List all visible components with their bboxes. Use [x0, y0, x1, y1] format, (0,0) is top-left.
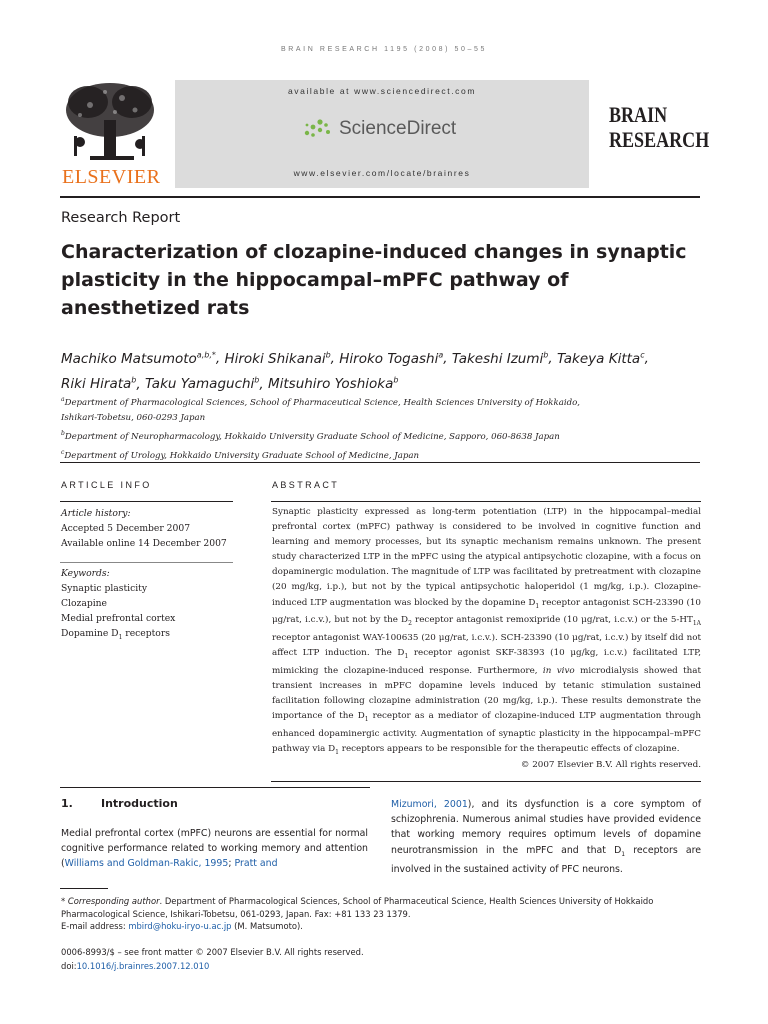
- affiliations: [61, 392, 721, 464]
- keywords-label: Keywords:: [61, 568, 110, 579]
- journal-url[interactable]: www.elsevier.com/locate/brainres: [293, 168, 471, 178]
- keyword-item: Clozapine: [61, 598, 107, 609]
- article-history: [61, 506, 236, 551]
- journal-citation-line: BRAIN RESEARCH 1195 (2008) 50–55: [280, 46, 488, 53]
- abstract-bottom-divider: [271, 781, 701, 782]
- intro-heading: [61, 797, 178, 810]
- keyword-item: Synaptic plasticity: [61, 583, 148, 594]
- history-label: Article history:: [61, 508, 131, 519]
- abstract-heading: ABSTRACT: [272, 480, 340, 490]
- journal-title-line2: RESEARCH: [609, 127, 710, 152]
- author-1: Machiko Matsumoto$^{a,b,*}$: [61, 350, 216, 367]
- sciencedirect-banner: [175, 80, 589, 188]
- elsevier-wordmark: ELSEVIER: [62, 166, 161, 188]
- keywords-divider: [60, 562, 233, 563]
- affiliation-c: $^c$Department of Urology, Hokkaido University Graduate School of Medicine, Japan: [61, 448, 420, 461]
- intro-divider: [60, 787, 370, 788]
- keyword-item: Dopamine $D_1$ receptors: [61, 628, 170, 641]
- corresponding-author-footnote: * Corresponding author. Department of Pharmacological Sciences, School of Pharmaceutical Science, Health Sciences University of Hokkaido Pharmacological Science, Ishikari-Tobetsu, 061-0293, Japan. Fax: +81 133 23 1379. E-mail address: mbird@hoku-iryo-u.ac.jp (M. Matsumoto).: [61, 896, 654, 932]
- doi-link[interactable]: 10.1016/j.brainres.2007.12.010: [76, 960, 210, 971]
- sciencedirect-logo: [303, 118, 456, 140]
- section-type: Research Report: [61, 210, 181, 226]
- online-date: Available online 14 December 2007: [61, 538, 227, 549]
- affiliation-a: $^a$Department of Pharmacological Sciences, School of Pharmaceutical Science, Health Sciences University of Hokkaido,: [61, 396, 580, 408]
- footnote-divider: [60, 888, 108, 889]
- email-link[interactable]: mbird@hoku-iryo-u.ac.jp: [128, 921, 232, 932]
- elsevier-logo: [60, 80, 160, 188]
- sciencedirect-wordmark: ScienceDirect: [339, 118, 457, 139]
- paper-title: Characterization of clozapine-induced changes in synaptic plasticity in the hippocampal–mPFC pathway of anesthetized rats: [61, 241, 687, 319]
- sciencedirect-dots-icon: [303, 118, 333, 140]
- keyword-item: Medial prefrontal cortex: [61, 613, 176, 624]
- journal-title-line1: BRAIN: [609, 102, 668, 127]
- author-7: Taku Yamaguchi$^b$: [144, 375, 260, 392]
- citation-link[interactable]: Pratt and: [234, 858, 278, 870]
- abstract-divider: [271, 501, 701, 502]
- citation-link[interactable]: Williams and Goldman-Rakic, 1995: [64, 858, 229, 870]
- affiliation-b: $^b$Department of Neuropharmacology, Hokkaido University Graduate School of Medicine, Sapporo, 060-8638 Japan: [61, 429, 560, 442]
- author-3: Hiroko Togashi$^a$: [339, 350, 444, 367]
- article-info-divider: [60, 501, 233, 502]
- intro-text-left: Medial prefrontal cortex (mPFC) neurons are essential for normal cognitive performance related to working memory and attention (Williams and Goldman-Rakic, 1995; Pratt and: [61, 828, 368, 870]
- journal-title: [609, 102, 709, 152]
- intro-text-right: Mizumori, 2001), and its dysfunction is a core symptom of schizophrenia. Numerous animal studies have provided evidence that working memory requires optimum levels of dopamine neurotransmission in the mPFC and that $D_1$ receptors are involved in the sustained activity of PFC neurons.: [391, 799, 701, 875]
- abstract-body: Synaptic plasticity expressed as long-term potentiation (LTP) in the hippocampal–medial prefrontal cortex (mPFC) pathway is considered to be involved in cognitive function and learning and memory processes, but its synaptic mechanism remains unknown. The present study characterized LTP in the mPFC using the atypical antipsychotic clozapine, with a focus on dopaminergic modulation. The magnitude of LTP was facilitated by pretreatment with clozapine (20 mg/kg, i.p.), but not by the typical antipsychotic haloperidol (1 mg/kg, i.p.). Clozapine-induced LTP augmentation was blocked by the dopamine $D_1$ receptor antagonist SCH-23390 (10 μg/rat, i.c.v.), but not by the $D_2$ receptor antagonist remoxipride (10 μg/rat, i.c.v.) or the $5-HT_{1A}$ receptor antagonist WAY-100635 (20 μg/rat, i.c.v.). SCH-23390 (10 μg/rat, i.c.v.) by itself did not affect LTP induction. The $D_1$ receptor agonist SKF-38393 (10 μg/kg, i.c.v.) facilitated LTP, mimicking the clozapine-induced response. Furthermore, in vivo microdialysis showed that transient increases in mPFC dopamine levels induced by tetanic stimulation sustained facilitation following clozapine administration (20 mg/kg, i.p.). These results demonstrate the importance of the $D_1$ receptor as a mediator of clozapine-induced LTP augmentation through enhanced dopaminergic activity. Augmentation of synaptic plasticity in the hippocampal–mPFC pathway via $D_1$ receptors appears to be responsible for the therapeutic effects of clozapine.: [272, 507, 702, 757]
- author-4: Takeshi Izumi$^b$: [451, 350, 549, 367]
- abstract-copyright: © 2007 Elsevier B.V. All rights reserved.: [520, 760, 701, 770]
- author-8: Mitsuhiro Yoshioka$^b$: [267, 375, 399, 392]
- doi-line: doi:10.1016/j.brainres.2007.12.010: [61, 960, 210, 971]
- header-divider: [60, 196, 700, 198]
- affiliation-a-cont: Ishikari-Tobetsu, 060-0293 Japan: [61, 412, 206, 423]
- available-at-text: available at www.sciencedirect.com: [287, 86, 477, 96]
- section-title: Introduction: [101, 797, 178, 810]
- elsevier-tree-icon: [60, 80, 160, 166]
- issn-doi-block: [61, 946, 701, 973]
- citation-link[interactable]: Mizumori, 2001: [391, 799, 468, 810]
- issn-line: 0006-8993/$ – see front matter © 2007 Elsevier B.V. All rights reserved.: [61, 947, 364, 957]
- accepted-date: Accepted 5 December 2007: [61, 523, 191, 534]
- article-info-heading: ARTICLE INFO: [61, 480, 152, 490]
- author-2: Hiroki Shikanai$^b$: [224, 350, 331, 367]
- author-5: Takeya Kitta$^c$: [556, 350, 645, 367]
- section-number: 1.: [61, 797, 73, 810]
- keywords: [61, 566, 236, 645]
- author-list: Machiko Matsumoto$^{a,b,*}$, Hiroki Shikanai$^b$, Hiroko Togashi$^a$, Takeshi Izumi$^b$, Takeya Kitta$^c$, Riki Hirata$^b$, Taku Yamaguchi$^b$, Mitsuhiro Yoshioka$^b$: [61, 350, 649, 392]
- affiliation-divider: [60, 462, 700, 463]
- author-6: Riki Hirata$^b$: [61, 375, 137, 392]
